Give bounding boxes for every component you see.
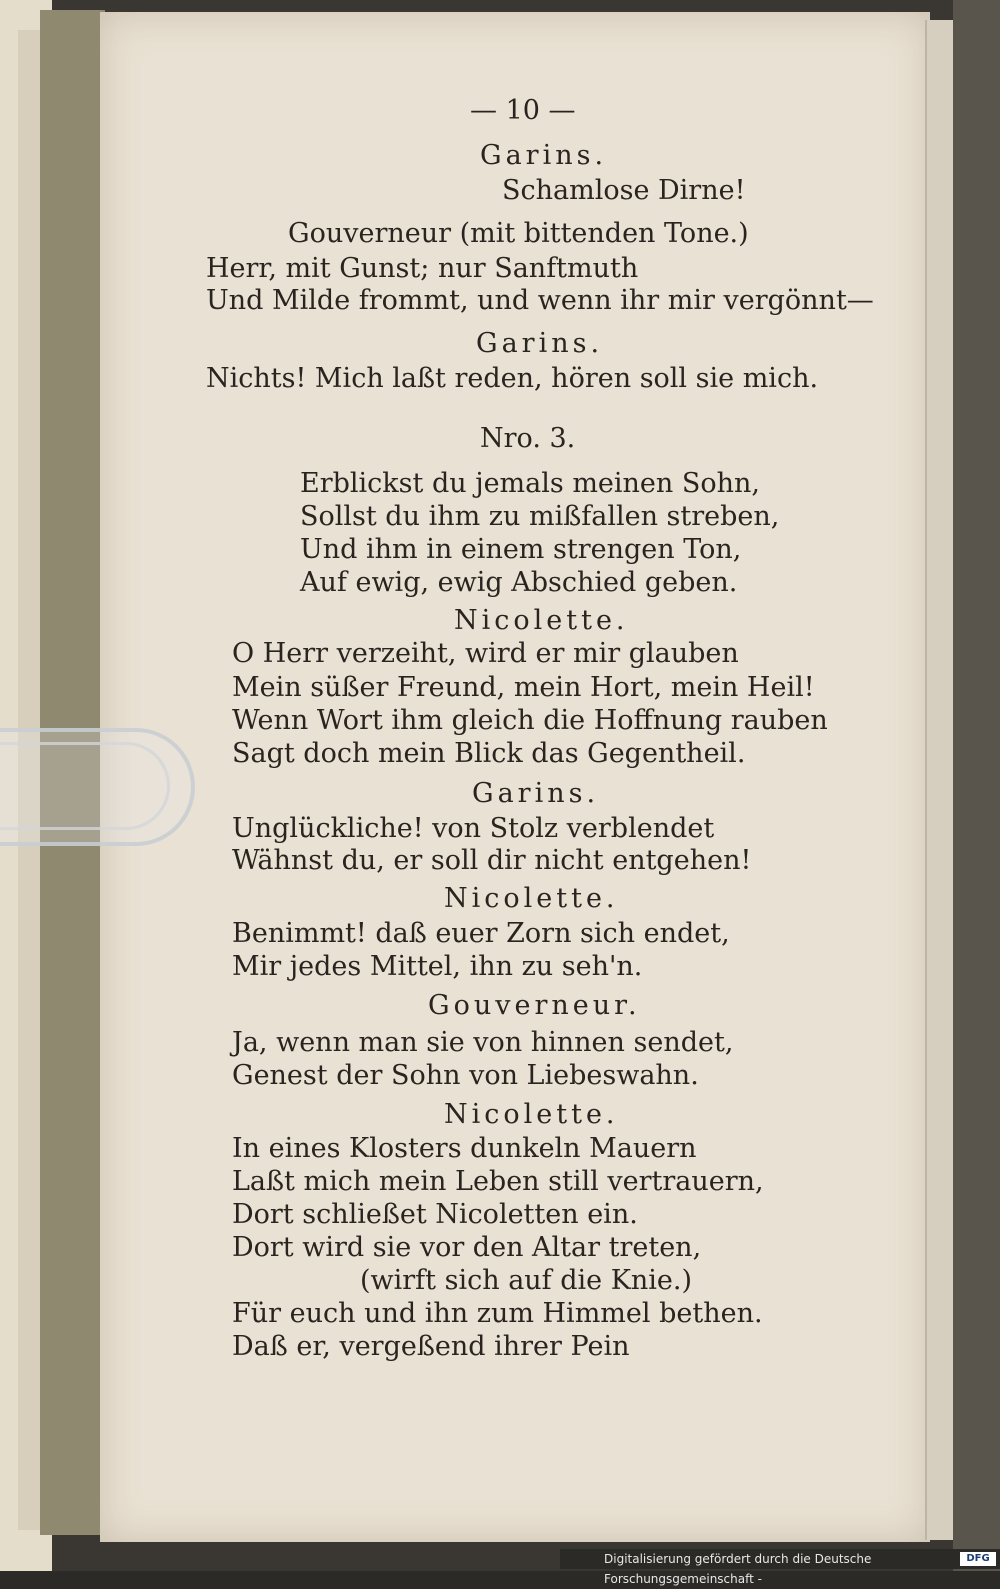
footer-credit: Digitalisierung gefördert durch die Deutsche Forschungsgemeinschaft - <box>604 1552 872 1586</box>
page-stack-right <box>925 20 955 1540</box>
speaker-name: Gouverneur (mit bittenden Tone.) <box>288 218 749 249</box>
scan-edge-right <box>953 0 1000 1571</box>
verse-line: Mein süßer Freund, mein Hort, mein Heil! <box>232 672 815 703</box>
dfg-logo: DFG <box>960 1552 996 1566</box>
speaker-name: Garins. <box>472 778 600 809</box>
page-number: — 10 — <box>470 95 576 126</box>
verse-line: Für euch und ihn zum Himmel bethen. <box>232 1298 763 1329</box>
speaker-name: Garins. <box>480 140 608 171</box>
verse-line: Auf ewig, ewig Abschied geben. <box>300 567 738 598</box>
verse-line: Genest der Sohn von Liebeswahn. <box>232 1060 699 1091</box>
verse-line: Wähnst du, er soll dir nicht entgehen! <box>232 845 752 876</box>
verse-line: Dort schließet Nicoletten ein. <box>232 1199 638 1230</box>
verse-line: Herr, mit Gunst; nur Sanftmuth <box>206 253 639 284</box>
speaker-name: Gouverneur. <box>428 990 641 1021</box>
verse-line: O Herr verzeiht, wird er mir glauben <box>232 638 739 669</box>
verse-line: Und Milde frommt, und wenn ihr mir vergönnt— <box>206 285 874 316</box>
verse-line: Mir jedes Mittel, ihn zu seh'n. <box>232 951 643 982</box>
verse-line: Erblickst du jemals meinen Sohn, <box>300 468 760 499</box>
verse-line: Sagt doch mein Blick das Gegentheil. <box>232 738 746 769</box>
verse-line: Wenn Wort ihm gleich die Hoffnung rauben <box>232 705 828 736</box>
paper-clip-inner-loop <box>0 742 170 830</box>
verse-line: Und ihm in einem strengen Ton, <box>300 534 742 565</box>
footer-bar <box>560 1549 1000 1586</box>
verse-line: Benimmt! daß euer Zorn sich endet, <box>232 918 730 949</box>
speaker-name: Nicolette. <box>454 605 629 636</box>
speaker-name: Nicolette. <box>444 1099 619 1130</box>
speaker-name: Nicolette. <box>444 883 619 914</box>
verse-line: Nichts! Mich laßt reden, hören soll sie mich. <box>206 363 819 394</box>
verse-line: Ja, wenn man sie von hinnen sendet, <box>232 1027 734 1058</box>
verse-line: Daß er, vergeßend ihrer Pein <box>232 1331 630 1362</box>
verse-line: Laßt mich mein Leben still vertrauern, <box>232 1166 764 1197</box>
verse-line: In eines Klosters dunkeln Mauern <box>232 1133 697 1164</box>
verse-line: Unglückliche! von Stolz verblendet <box>232 813 715 844</box>
stage-direction: (wirft sich auf die Knie.) <box>360 1265 693 1296</box>
verse-line: Schamlose Dirne! <box>502 175 746 206</box>
verse-line: Sollst du ihm zu mißfallen streben, <box>300 501 780 532</box>
speaker-name: Garins. <box>476 328 604 359</box>
section-heading: Nro. 3. <box>480 423 576 454</box>
verse-line: Dort wird sie vor den Altar treten, <box>232 1232 702 1263</box>
